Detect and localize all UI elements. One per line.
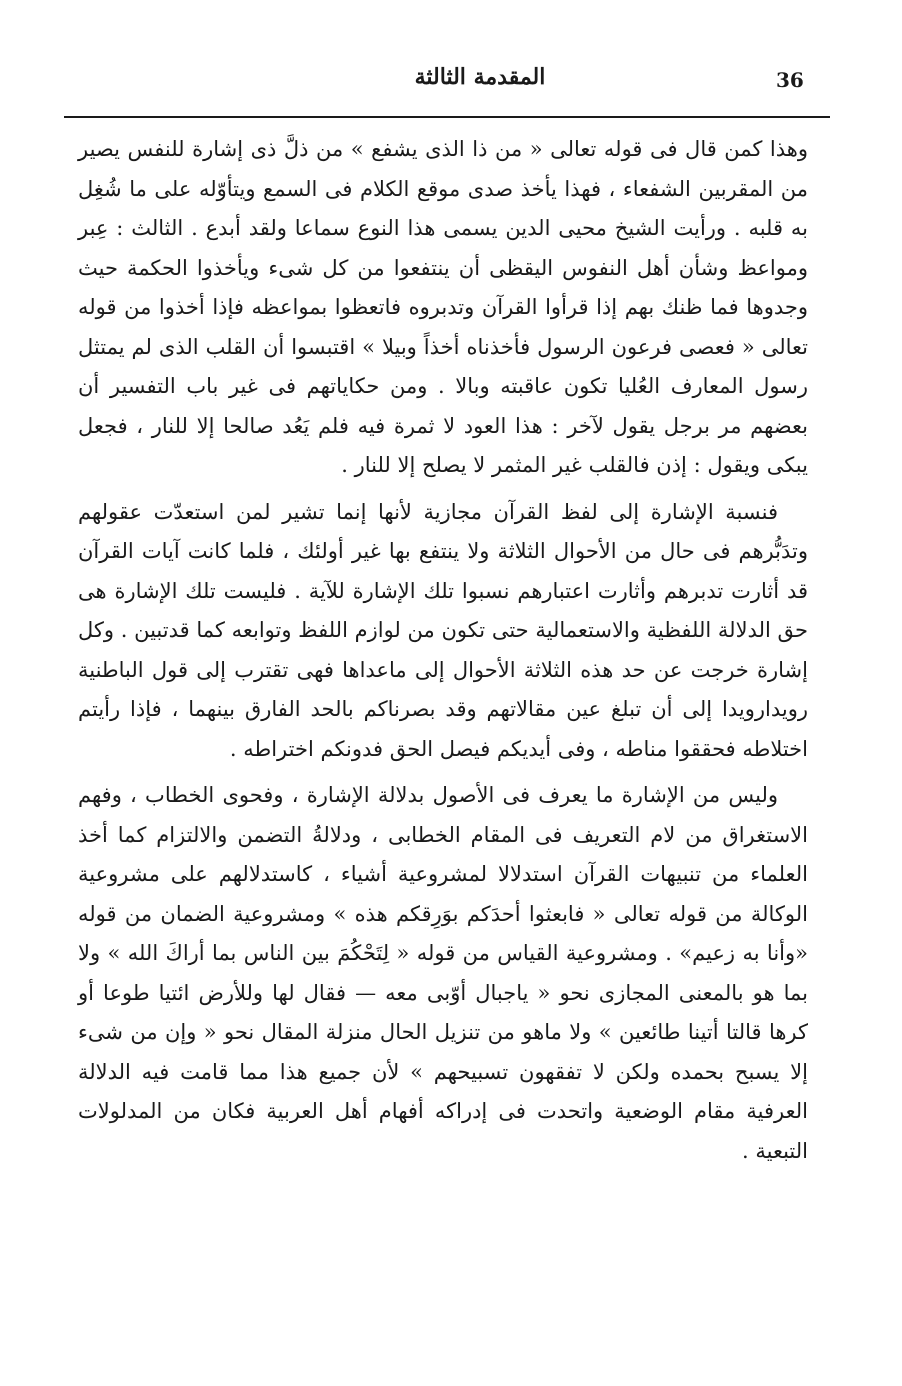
header-rule — [64, 116, 830, 118]
page-number: 36 — [776, 68, 804, 92]
running-title: المقدمة الثالثة — [414, 64, 546, 90]
paragraph-2: فنسبة الإشارة إلى لفظ القرآن مجازية لأنها إنما تشير لمن استعدّت عقولهم وتدَبُّرهم فى حال من الأحوال الثلاثة ولا ينتفع بها غير أولئك ، فلما كانت آيات القرآن قد أثارت تدبرهم وأثارت اعتبارهم نسبوا تلك الإشارة للآية . فليست تلك الإشارة هى حق الدلالة اللفظية والاستعمالية حتى تكون من لوازم اللفظ وتوابعه كما قدتبين . وكل إشارة خرجت عن حد هذه الثلاثة الأحوال إلى ماعداها فهى تقترب إلى قول الباطنية رويدارويدا إلى أن تبلغ عين مقالاتهم وقد بصرناكم بالحد الفارق بينهما ، فإذا رأيتم اختلاطه فحققوا مناطه ، وفى أيديكم فيصل الحق فدونكم اختراطه . — [78, 499, 808, 761]
paragraph-3: وليس من الإشارة ما يعرف فى الأصول بدلالة الإشارة ، وفحوى الخطاب ، وفهم الاستغراق من لام التعريف فى المقام الخطابى ، ودلالةُ التضمن والالتزام كما أخذ العلماء من تنبيهات القرآن استدلالا لمشروعية أشياء ، كاستدلالهم على مشروعية الوكالة من قوله تعالى « فابعثوا أحدَكم بوَرِقكم هذه » ومشروعية الضمان من قوله «وأنا به زعيم» . ومشروعية القياس من قوله « لِتَحْكُمَ بين الناس بما أراكَ الله » ولا بما هو بالمعنى المجازى نحو « ياجبال أوّبى معه — فقال لها وللأرض ائتيا طوعا أو كرها قالتا أتينا طائعين » ولا ماهو من تنزيل الحال منزلة المقال نحو « وإن من شىء إلا يسبح بحمده ولكن لا تفقهون تسبيحهم » لأن جميع هذا مما قامت فيه الدلالة العرفية مقام الوضعية واتحدت فى إدراكه أفهام أهل العربية فكان من المدلولات التبعية . — [78, 783, 808, 1163]
paragraph-1: وهذا كمن قال فى قوله تعالى « من ذا الذى يشفع » من ذلَّ ذى إشارة للنفس يصير من المقربين الشفعاء ، فهذا يأخذ صدى موقع الكلام فى السمع ويتأوّله على ما شُغِل به قلبه . ورأيت الشيخ محيى الدين يسمى هذا النوع سماعا ولقد أبدع . الثالث : عِبر ومواعظ وشأن أهل النفوس اليقظى أن ينتفعوا من كل شىء ويأخذوا الحكمة حيث وجدوها فما ظنك بهم إذا قرأوا القرآن وتدبروه فاتعظوا بمواعظه فإذا أخذوا من قوله تعالى « فعصى فرعون الرسول فأخذناه أخذاً وبيلا » اقتبسوا أن القلب الذى لم يمتثل رسول المعارف العُليا تكون عاقبته وبالا . ومن حكاياتهم فى غير باب التفسير أن بعضهم مر برجل يقول لآخر : هذا العود لا ثمرة فيه فلم يَعُد صالحا إلا للنار ، فجعل يبكى ويقول : إذن فالقلب غير المثمر لا يصلح إلا للنار . — [78, 137, 808, 477]
page-body — [78, 130, 808, 1171]
page-header — [70, 60, 830, 106]
